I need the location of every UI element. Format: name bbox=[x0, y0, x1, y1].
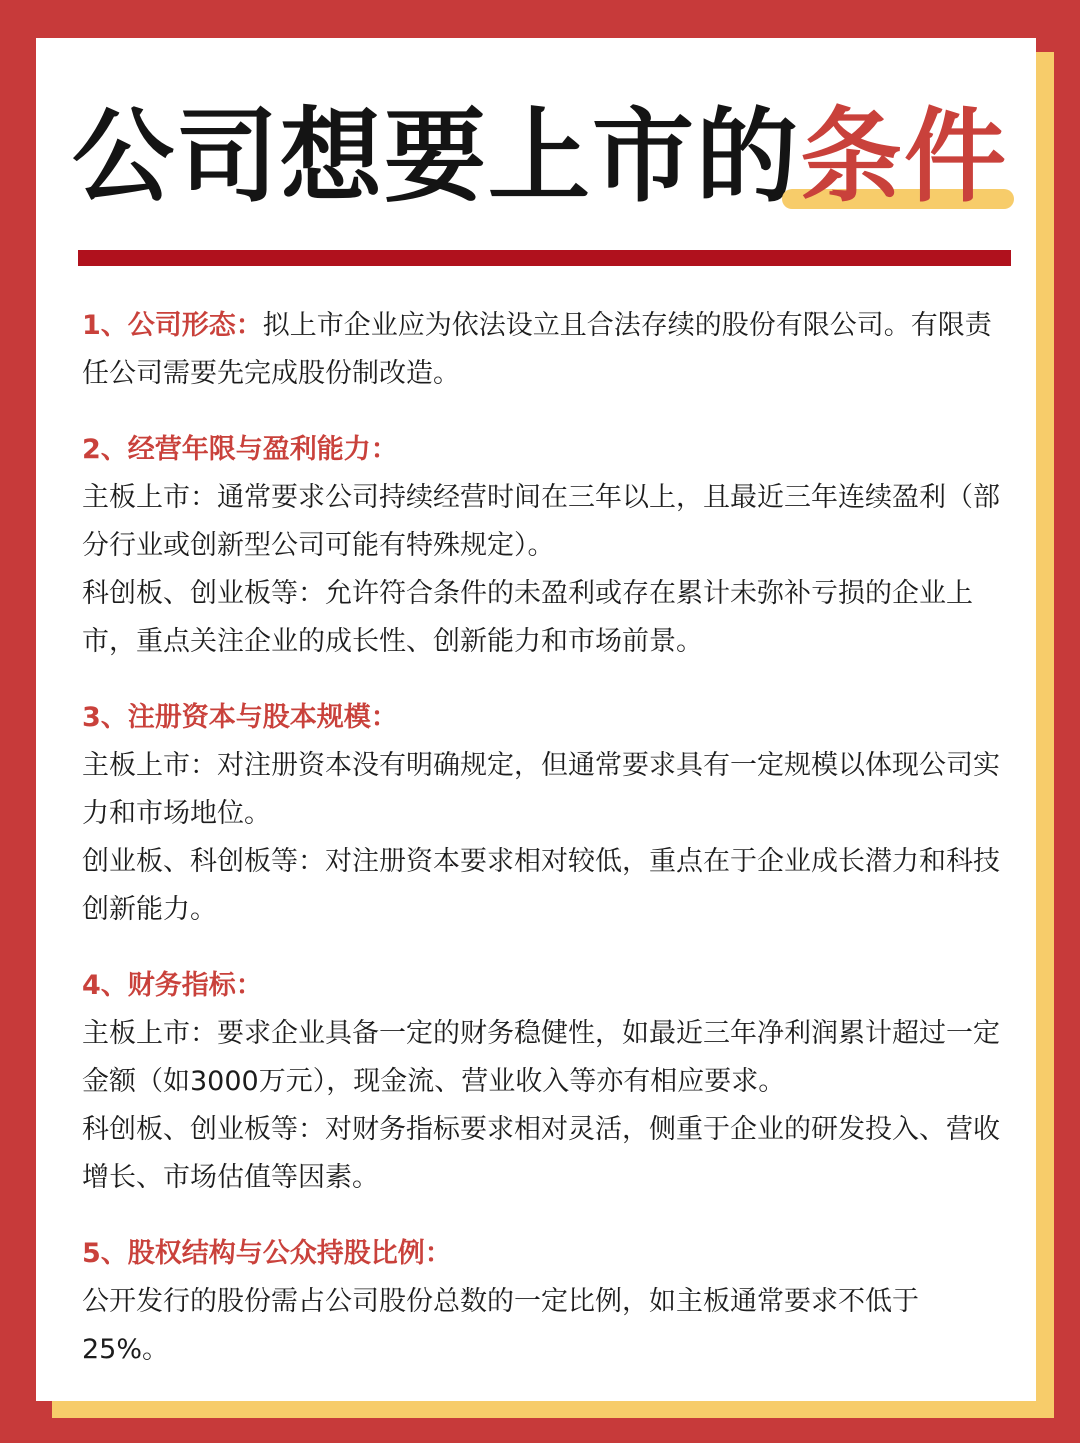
section-paragraph bbox=[82, 302, 1002, 398]
section-heading: 4、财务指标： bbox=[82, 970, 263, 1001]
page-title bbox=[0, 98, 1080, 218]
section-paragraph: 创业板、科创板等：对注册资本要求相对较低，重点在于企业成长潜力和科技创新能力。 bbox=[82, 846, 1000, 925]
section-heading: 3、注册资本与股本规模： bbox=[82, 702, 398, 733]
title-divider bbox=[78, 250, 1011, 266]
section-paragraph: 公开发行的股份需占公司股份总数的一定比例，如主板通常要求不低于25%。 bbox=[82, 1286, 919, 1365]
section-paragraph: 科创板、创业板等：允许符合条件的未盈利或存在累计未弥补亏损的企业上市，重点关注企业的成长性、创新能力和市场前景。 bbox=[82, 578, 973, 657]
section-registered-capital bbox=[82, 694, 1002, 934]
section-operating-profit bbox=[82, 426, 1002, 666]
section-paragraph: 主板上市：通常要求公司持续经营时间在三年以上，且最近三年连续盈利（部分行业或创新型公司可能有特殊规定）。 bbox=[82, 482, 1000, 561]
section-paragraph: 科创板、创业板等：对财务指标要求相对灵活，侧重于企业的研发投入、营收增长、市场估值等因素。 bbox=[82, 1114, 1000, 1193]
section-inline-text: 拟上市企业应为依法设立且合法存续的股份有限公司。有限责任公司需要先完成股份制改造。 bbox=[82, 310, 992, 389]
article-body bbox=[82, 302, 1002, 1402]
section-heading: 2、经营年限与盈利能力： bbox=[82, 434, 398, 465]
section-heading: 1、公司形态： bbox=[82, 310, 263, 341]
section-paragraph: 主板上市：要求企业具备一定的财务稳健性，如最近三年净利润累计超过一定金额（如3000万元），现金流、营业收入等亦有相应要求。 bbox=[82, 1018, 1000, 1097]
title-main: 公司想要上市的 bbox=[72, 98, 800, 217]
section-paragraph: 主板上市：对注册资本没有明确规定，但通常要求具有一定规模以体现公司实力和市场地位。 bbox=[82, 750, 1000, 829]
section-shareholding bbox=[82, 1230, 1002, 1374]
section-financial-indicators bbox=[82, 962, 1002, 1202]
title-accent: 条件 bbox=[800, 98, 1008, 217]
section-heading: 5、股权结构与公众持股比例： bbox=[82, 1238, 452, 1269]
section-company-form bbox=[82, 302, 1002, 398]
